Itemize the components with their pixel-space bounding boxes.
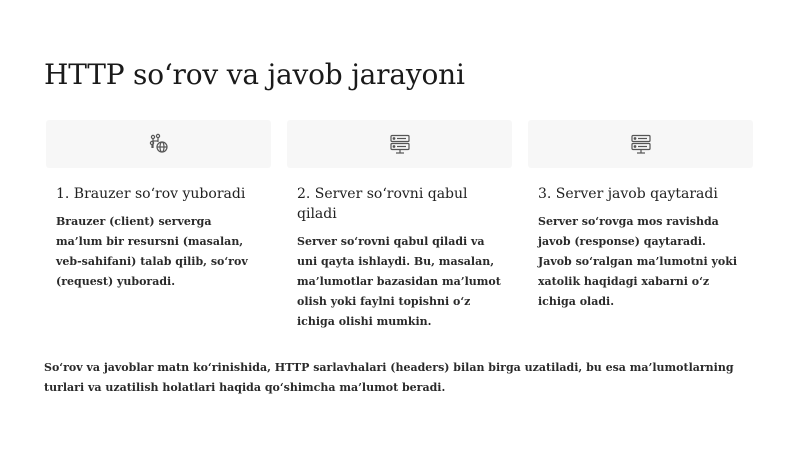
step-description: Server so‘rovga mos ravishda javob (response) qaytaradi. Javob so‘ralgan ma’lumotni yoki xatolik haqidagi xabarni o‘z ichiga oladi. (538, 215, 738, 308)
page-title: HTTP so‘rov va javob jarayoni (44, 58, 465, 91)
step-icon-box (287, 120, 512, 168)
steps-row (46, 120, 754, 332)
step-card-2 (287, 120, 512, 332)
step-card-3 (528, 120, 753, 332)
step-icon-box (46, 120, 271, 168)
server-icon (389, 133, 411, 155)
step-description: Brauzer (client) serverga ma’lum bir resursni (masalan, veb-sahifani) talab qilib, so‘rov (request) yuboradi. (56, 215, 248, 288)
step-card-1 (46, 120, 271, 332)
step-title: 1. Brauzer so‘rov yuboradi (56, 186, 246, 202)
network-globe-icon (148, 133, 170, 155)
step-icon-box (528, 120, 753, 168)
step-title: 2. Server so‘rovni qabul qiladi (297, 186, 468, 222)
server-icon (630, 133, 652, 155)
footer-note: So‘rov va javoblar matn ko‘rinishida, HTTP sarlavhalari (headers) bilan birga uzatiladi, bu esa ma’lumotlarning turlari va uzatilish holatlari haqida qo‘shimcha ma’lumot beradi. (44, 361, 734, 394)
step-title: 3. Server javob qaytaradi (538, 186, 718, 202)
step-description: Server so‘rovni qabul qiladi va uni qayta ishlaydi. Bu, masalan, ma’lumotlar bazasidan ma’lumot olish yoki faylni topishni o‘z ichiga olishi mumkin. (297, 235, 501, 328)
